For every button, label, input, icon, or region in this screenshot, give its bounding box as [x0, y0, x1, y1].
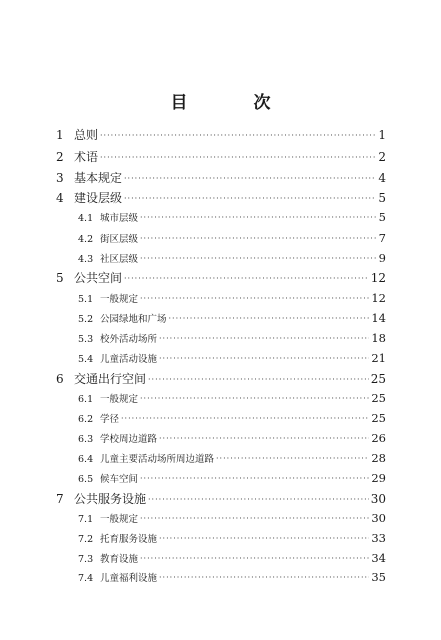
dot-leader: [100, 153, 376, 162]
toc-entry-number: 5: [56, 271, 64, 285]
toc-entry-page: 25: [371, 391, 386, 405]
toc-entry-label: 社区层级: [100, 254, 139, 265]
toc-entry-page: 34: [371, 551, 386, 565]
toc-entry-page: 30: [371, 511, 386, 525]
toc-entry-number: 4.3: [78, 254, 94, 265]
toc-entry-number: 7.2: [78, 534, 94, 545]
toc-entry-page: 29: [371, 471, 386, 485]
toc-entry-label: 公园绿地和广场: [100, 314, 167, 325]
toc-entry[interactable]: [78, 291, 386, 305]
dot-leader: [140, 514, 369, 523]
toc-entry-label: 一般规定: [100, 514, 139, 525]
toc-entry-page: 7: [378, 231, 386, 245]
dot-leader: [148, 375, 369, 384]
toc-entry-label: 公共空间: [74, 271, 123, 285]
toc-entry[interactable]: [78, 231, 386, 245]
toc-entry-page: 30: [370, 492, 386, 506]
toc-entry-label: 托育服务设施: [100, 534, 158, 545]
toc-entry-page: 5: [378, 210, 386, 224]
dot-leader: [140, 554, 369, 563]
toc-entry-page: 14: [371, 311, 386, 325]
toc-entry-number: 5.3: [78, 334, 94, 345]
dot-leader: [121, 414, 369, 423]
dot-leader: [124, 194, 376, 203]
dot-leader: [140, 213, 376, 222]
toc-entry-label: 学径: [100, 414, 120, 425]
toc-entry[interactable]: [78, 431, 386, 445]
dot-leader: [140, 254, 376, 263]
toc-entry-number: 4.1: [78, 213, 94, 224]
toc-entry[interactable]: [78, 311, 386, 325]
toc-entry-page: 28: [371, 451, 386, 465]
toc-entry-number: 6.2: [78, 414, 94, 425]
toc-entry-label: 儿童活动设施: [100, 354, 158, 365]
toc-entry-number: 7: [56, 492, 64, 506]
toc-entry[interactable]: [56, 169, 386, 186]
toc-entry-label: 城市层级: [100, 213, 139, 224]
toc-entry-page: 12: [370, 271, 386, 285]
toc-entry-number: 7.3: [78, 554, 94, 565]
toc-entry[interactable]: [78, 391, 386, 405]
toc-entry[interactable]: [56, 189, 386, 206]
toc-entry-label: 学校周边道路: [100, 434, 158, 445]
toc-entry[interactable]: [56, 490, 386, 507]
dot-leader: [124, 274, 369, 283]
toc-entry-number: 6.4: [78, 454, 94, 465]
toc-entry[interactable]: [78, 570, 386, 584]
toc-entry-number: 1: [56, 128, 64, 142]
toc-entry[interactable]: [78, 411, 386, 425]
toc-entry[interactable]: [78, 531, 386, 545]
dot-leader: [140, 474, 369, 483]
toc-entry-page: 2: [378, 150, 386, 164]
toc-entry-page: 5: [378, 191, 386, 205]
toc-entry-page: 12: [371, 291, 386, 305]
toc-entry-page: 25: [371, 411, 386, 425]
toc-entry-number: 5.4: [78, 354, 94, 365]
dot-leader: [159, 354, 369, 363]
dot-leader: [148, 495, 369, 504]
toc-entry-number: 4.2: [78, 234, 94, 245]
dot-leader: [159, 434, 369, 443]
toc-entry[interactable]: [78, 251, 386, 265]
toc-entry-label: 一般规定: [100, 294, 139, 305]
dot-leader: [100, 131, 376, 140]
toc-entry-label: 公共服务设施: [74, 492, 147, 506]
toc-entry-label: 术语: [74, 150, 99, 164]
toc-entry[interactable]: [56, 370, 386, 387]
toc-entry-page: 33: [371, 531, 386, 545]
toc-entry-label: 儿童主要活动场所周边道路: [100, 454, 215, 465]
toc-entry-number: 6.1: [78, 394, 94, 405]
toc-entry-page: 18: [371, 331, 386, 345]
toc-entry[interactable]: [56, 148, 386, 165]
toc-entry-number: 6.3: [78, 434, 94, 445]
toc-entry-number: 6.5: [78, 474, 94, 485]
toc-entry-label: 街区层级: [100, 234, 139, 245]
toc-entry-number: 7.4: [78, 573, 94, 584]
toc-entry-page: 35: [371, 570, 386, 584]
toc-entry-number: 5.2: [78, 314, 94, 325]
toc-entry-label: 一般规定: [100, 394, 139, 405]
dot-leader: [140, 294, 369, 303]
toc-entry-number: 5.1: [78, 294, 94, 305]
toc-entry[interactable]: [78, 511, 386, 525]
toc-entry[interactable]: [56, 126, 386, 143]
toc-entry-label: 基本规定: [74, 171, 123, 185]
toc-entry-page: 4: [378, 171, 386, 185]
dot-leader: [140, 394, 369, 403]
toc-entry-page: 9: [378, 251, 386, 265]
toc-entry-number: 4: [56, 191, 64, 205]
dot-leader: [169, 314, 370, 323]
toc-entry-number: 2: [56, 150, 64, 164]
toc-entry-label: 校外活动场所: [100, 334, 158, 345]
toc-entry-label: 交通出行空间: [74, 372, 147, 386]
toc-entry[interactable]: [78, 451, 386, 465]
toc-entry-number: 7.1: [78, 514, 94, 525]
toc-entry-label: 教育设施: [100, 554, 139, 565]
toc-entry-page: 26: [371, 431, 386, 445]
dot-leader: [140, 234, 376, 243]
dot-leader: [159, 534, 369, 543]
toc-entry-page: 25: [370, 372, 386, 386]
toc-entry[interactable]: [78, 471, 386, 485]
toc-entry[interactable]: [78, 210, 386, 224]
toc-entry[interactable]: [56, 269, 386, 286]
toc-entry[interactable]: [78, 551, 386, 565]
toc-entry[interactable]: [78, 351, 386, 365]
toc-entry-page: 1: [378, 128, 386, 142]
toc-entry-label: 候车空间: [100, 474, 139, 485]
toc-entry-label: 总则: [74, 128, 99, 142]
toc-title: 目 次: [170, 93, 301, 113]
dot-leader: [159, 573, 369, 582]
toc-entry[interactable]: [78, 331, 386, 345]
toc-entry-label: 儿童福利设施: [100, 573, 158, 584]
toc-entry-label: 建设层级: [74, 191, 123, 205]
toc-entry-page: 21: [371, 351, 386, 365]
dot-leader: [124, 174, 376, 183]
toc-entry-number: 6: [56, 372, 64, 386]
dot-leader: [216, 454, 369, 463]
toc-entry-number: 3: [56, 171, 64, 185]
dot-leader: [159, 334, 369, 343]
